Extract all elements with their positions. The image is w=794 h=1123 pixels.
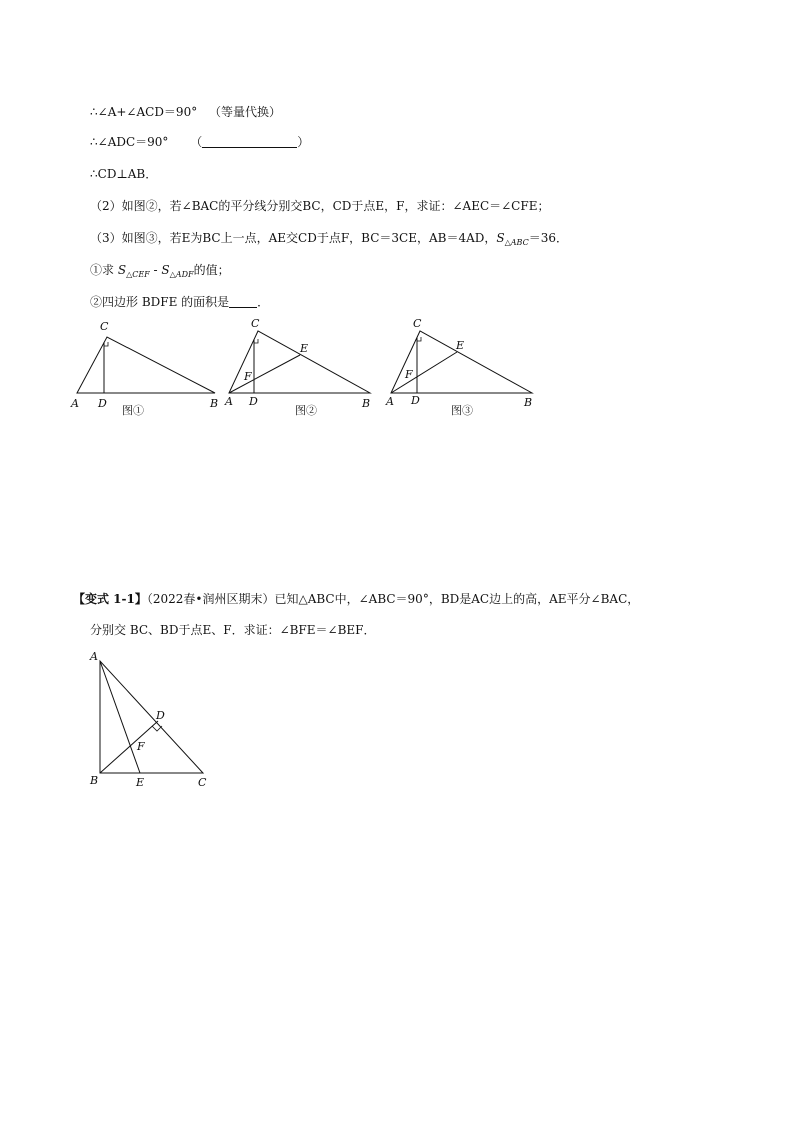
fig3-caption: 图③: [451, 404, 473, 417]
area-abc-sub: △ABC: [504, 238, 529, 247]
proof-line-1: [90, 104, 281, 120]
q3-2-prefix: ②四边形 BDFE 的面积是: [90, 295, 230, 309]
fig2-label-F: F: [244, 370, 252, 383]
fig1-label-A: A: [71, 397, 79, 410]
figures-row: [0, 315, 794, 425]
fig2-caption: 图②: [295, 404, 317, 417]
q3-1-prefix: ①求: [90, 263, 118, 277]
area-abc-value: ＝36．: [528, 231, 568, 245]
question-3-1: [90, 262, 230, 283]
fig2-label-B: B: [362, 397, 371, 410]
figure-4: [85, 647, 225, 797]
variant-text-1: 已知△ABC中，∠ABC＝90°，BD是AC边上的高，AE平分∠BAC，: [274, 592, 640, 606]
fig3-label-E: E: [456, 339, 465, 352]
area-adf-sub: △ADF: [169, 270, 194, 279]
area-cef-sub: △CEF: [126, 270, 150, 279]
figure-3: [385, 317, 532, 417]
fig3-label-B: B: [524, 396, 533, 409]
q3-1-minus: -: [149, 263, 162, 277]
fig4-label-F: F: [137, 740, 145, 753]
area-cef-s: S: [117, 263, 127, 277]
variant-source: （2022春•润州区期末）: [146, 592, 275, 606]
fig1-label-D: D: [98, 397, 107, 410]
fig3-label-A: A: [386, 395, 394, 408]
fig4-label-A: A: [90, 650, 98, 663]
fig3-label-F: F: [405, 368, 413, 381]
fig4-label-B: B: [90, 774, 99, 787]
fig2-label-A: A: [225, 395, 233, 408]
question-3-2: [90, 294, 269, 310]
fig3-label-D: D: [411, 394, 420, 407]
fig2-label-C: C: [251, 317, 260, 330]
figure-1: [70, 320, 218, 417]
proof-line-3: ∴CD⊥AB．: [90, 167, 158, 181]
fig2-label-E: E: [300, 342, 309, 355]
q3-1-suffix: 的值；: [193, 263, 230, 277]
proof-line-2-close: ）: [297, 135, 310, 149]
variant-line-2: 分别交 BC、BD于点E、F．求证：∠BFE＝∠BEF．: [90, 623, 376, 637]
question-2: （2）如图②，若∠BAC的平分线分别交BC，CD于点E，F，求证：∠AEC＝∠CFE；: [90, 199, 550, 213]
fig4-label-C: C: [198, 776, 207, 789]
proof-line-1-text: ∴∠A+∠ACD＝90°: [90, 105, 198, 119]
variant-line-1: [73, 591, 639, 607]
proof-line-1-note: （等量代换）: [209, 105, 282, 119]
variant-tag: 【变式 1-1】: [73, 592, 147, 606]
fig2-label-D: D: [249, 395, 258, 408]
question-3: [90, 230, 568, 251]
fig1-label-B: B: [210, 397, 219, 410]
proof-line-2-text: ∴∠ADC＝90°: [90, 135, 169, 149]
question-3-text: （3）如图③，若E为BC上一点，AE交CD于点F，BC＝3CE，AB＝4AD，: [90, 231, 497, 245]
fig1-label-C: C: [100, 320, 109, 333]
fig1-caption: 图①: [122, 404, 144, 417]
area-answer-blank: [229, 295, 257, 308]
fig3-label-C: C: [413, 317, 422, 330]
fig4-label-E: E: [136, 776, 145, 789]
proof-line-2: [90, 134, 309, 150]
figure-2: [224, 317, 370, 417]
area-adf-s: S: [161, 263, 170, 277]
proof-line-2-open: （: [190, 135, 203, 149]
area-abc-s: S: [496, 231, 505, 245]
q3-2-suffix: ．: [257, 295, 270, 309]
fig4-label-D: D: [156, 709, 165, 722]
proof-reason-blank: [202, 135, 297, 148]
